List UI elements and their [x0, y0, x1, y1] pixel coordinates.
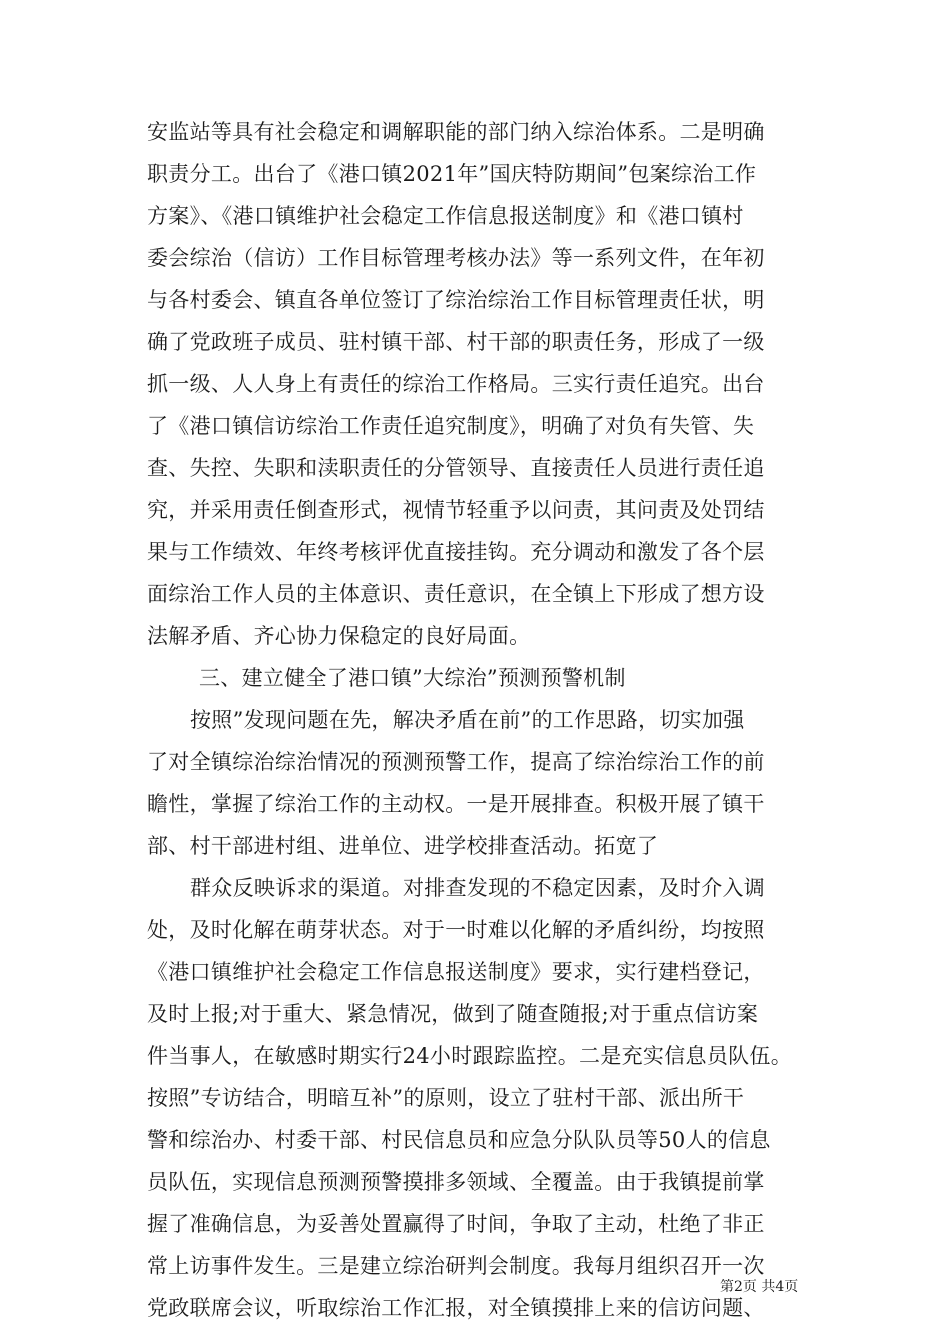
body-line: 确了党政班子成员、驻村镇干部、村干部的职责任务，形成了一级 [147, 330, 765, 354]
body-line: 法解矛盾、齐心协力保稳定的良好局面。 [147, 624, 531, 648]
body-line: 查、失控、失职和渎职责任的分管领导、直接责任人员进行责任追 [147, 456, 765, 480]
body-line: 常上访事件发生。三是建立综治研判会制度。我每月组织召开一次 [147, 1254, 765, 1278]
body-line: 果与工作绩效、年终考核评优直接挂钩。充分调动和激发了各个层 [147, 540, 765, 564]
body-line: 安监站等具有社会稳定和调解职能的部门纳入综治体系。二是明确 [147, 120, 765, 144]
body-line: 与各村委会、镇直各单位签订了综治综治工作目标管理责任状，明 [147, 288, 765, 312]
body-line: 处，及时化解在萌芽状态。对于一时难以化解的矛盾纠纷，均按照 [147, 918, 765, 942]
body-line: 职责分工。出台了《港口镇2021年”国庆特防期间”包案综治工作 [147, 162, 757, 186]
paragraph-first-line: 群众反映诉求的渠道。对排查发现的不稳定因素，及时介入调 [190, 876, 766, 900]
body-line: 了对全镇综治综治情况的预测预警工作，提高了综治综治工作的前 [147, 750, 765, 774]
body-line: 瞻性，掌握了综治工作的主动权。一是开展排查。积极开展了镇干 [147, 792, 765, 816]
body-line: 握了准确信息，为妥善处置赢得了时间，争取了主动，杜绝了非正 [147, 1212, 765, 1236]
body-line: 了《港口镇信访综治工作责任追究制度》，明确了对负有失管、失 [147, 414, 755, 438]
body-line: 《港口镇维护社会稳定工作信息报送制度》要求，实行建档登记， [147, 960, 765, 984]
page-number: 第2页 共4页 [720, 1279, 799, 1295]
body-line: 警和综治办、村委干部、村民信息员和应急分队队员等50人的信息 [147, 1128, 771, 1152]
body-line: 党政联席会议，听取综治工作汇报，对全镇摸排上来的信访问题、 [147, 1296, 765, 1320]
section-heading: 三、建立健全了港口镇”大综治”预测预警机制 [199, 666, 626, 690]
body-line: 面综治工作人员的主体意识、责任意识，在全镇上下形成了想方设 [147, 582, 765, 606]
body-line: 件当事人，在敏感时期实行24小时跟踪监控。二是充实信息员队伍。 [147, 1044, 793, 1068]
body-line: 按照”专访结合，明暗互补”的原则，设立了驻村干部、派出所干 [147, 1086, 745, 1110]
body-line: 方案》、《港口镇维护社会稳定工作信息报送制度》和《港口镇村 [147, 204, 744, 228]
body-line: 委会综治（信访）工作目标管理考核办法》等一系列文件，在年初 [147, 246, 765, 270]
body-line: 究，并采用责任倒查形式，视情节轻重予以问责，其问责及处罚结 [147, 498, 765, 522]
body-line: 及时上报;对于重大、紧急情况，做到了随查随报;对于重点信访案 [147, 1002, 759, 1026]
body-line: 部、村干部进村组、进单位、进学校排查活动。拓宽了 [147, 834, 659, 858]
paragraph-first-line: 按照”发现问题在先，解决矛盾在前”的工作思路，切实加强 [190, 708, 745, 732]
body-line: 抓一级、人人身上有责任的综治工作格局。三实行责任追究。出台 [147, 372, 765, 396]
body-line: 员队伍，实现信息预测预警摸排多领域、全覆盖。由于我镇提前掌 [147, 1170, 765, 1194]
